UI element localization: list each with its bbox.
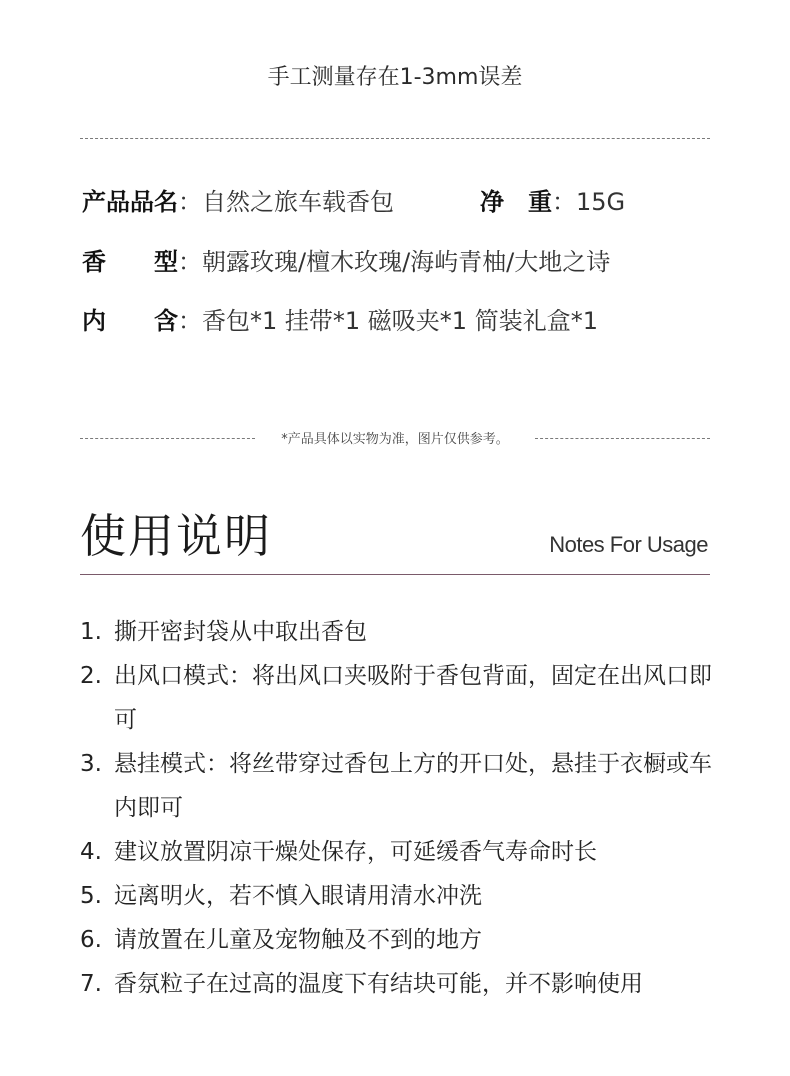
usage-title: 使用说明 (80, 509, 272, 563)
usage-step (80, 874, 720, 918)
spec-colon: ： (552, 188, 576, 216)
spec-value-scent: 朝露玫瑰/檀木玫瑰/海屿青柚/大地之诗 (202, 248, 611, 276)
step-text: 远离明火，若不慎入眼请用清水冲洗 (114, 883, 482, 909)
spec-value-weight: 15G (576, 188, 626, 216)
spec-colon: ： (178, 307, 202, 335)
step-text: 悬挂模式：将丝带穿过香包上方的开口处，悬挂于衣橱或车内即可 (114, 751, 712, 821)
spec-key-contents: 内 含 (82, 307, 178, 335)
spec-row-weight (480, 185, 625, 219)
usage-step (80, 654, 720, 742)
step-number: 2. (80, 663, 102, 689)
step-number: 1. (80, 619, 102, 645)
spec-colon: ： (178, 188, 202, 216)
step-text: 出风口模式：将出风口夹吸附于香包背面，固定在出风口即可 (114, 663, 712, 733)
usage-step (80, 610, 720, 654)
spec-value-name: 自然之旅车载香包 (202, 188, 394, 216)
step-text: 请放置在儿童及宠物触及不到的地方 (114, 927, 482, 953)
usage-subtitle: Notes For Usage (549, 532, 708, 557)
spec-key-name: 产品品名 (82, 188, 178, 216)
step-number: 7. (80, 971, 102, 997)
spec-colon: ： (178, 248, 202, 276)
step-text: 建议放置阴凉干燥处保存，可延缓香气寿命时长 (114, 839, 597, 865)
usage-title-rule (80, 574, 710, 575)
usage-step (80, 830, 720, 874)
step-text: 撕开密封袋从中取出香包 (114, 619, 367, 645)
step-number: 6. (80, 927, 102, 953)
spec-row-name (82, 185, 394, 219)
spec-value-contents: 香包*1 挂带*1 磁吸夹*1 简装礼盒*1 (202, 307, 598, 335)
usage-steps-list (80, 610, 720, 1006)
dashed-divider-top (80, 138, 710, 139)
step-number: 3. (80, 751, 102, 777)
usage-step (80, 962, 720, 1006)
usage-step (80, 742, 720, 830)
spec-row-scent (82, 245, 610, 279)
step-number: 4. (80, 839, 102, 865)
dashed-divider-right (535, 438, 710, 439)
spec-key-weight: 净 重 (480, 188, 552, 216)
step-text: 香氛粒子在过高的温度下有结块可能，并不影响使用 (114, 971, 643, 997)
step-number: 5. (80, 883, 102, 909)
spec-row-contents (82, 304, 598, 338)
disclaimer-text: *产品具体以实物为准，图片仅供参考。 (281, 432, 509, 447)
usage-step (80, 918, 720, 962)
spec-key-scent: 香 型 (82, 248, 178, 276)
measurement-note: 手工测量存在1-3mm误差 (267, 65, 523, 90)
